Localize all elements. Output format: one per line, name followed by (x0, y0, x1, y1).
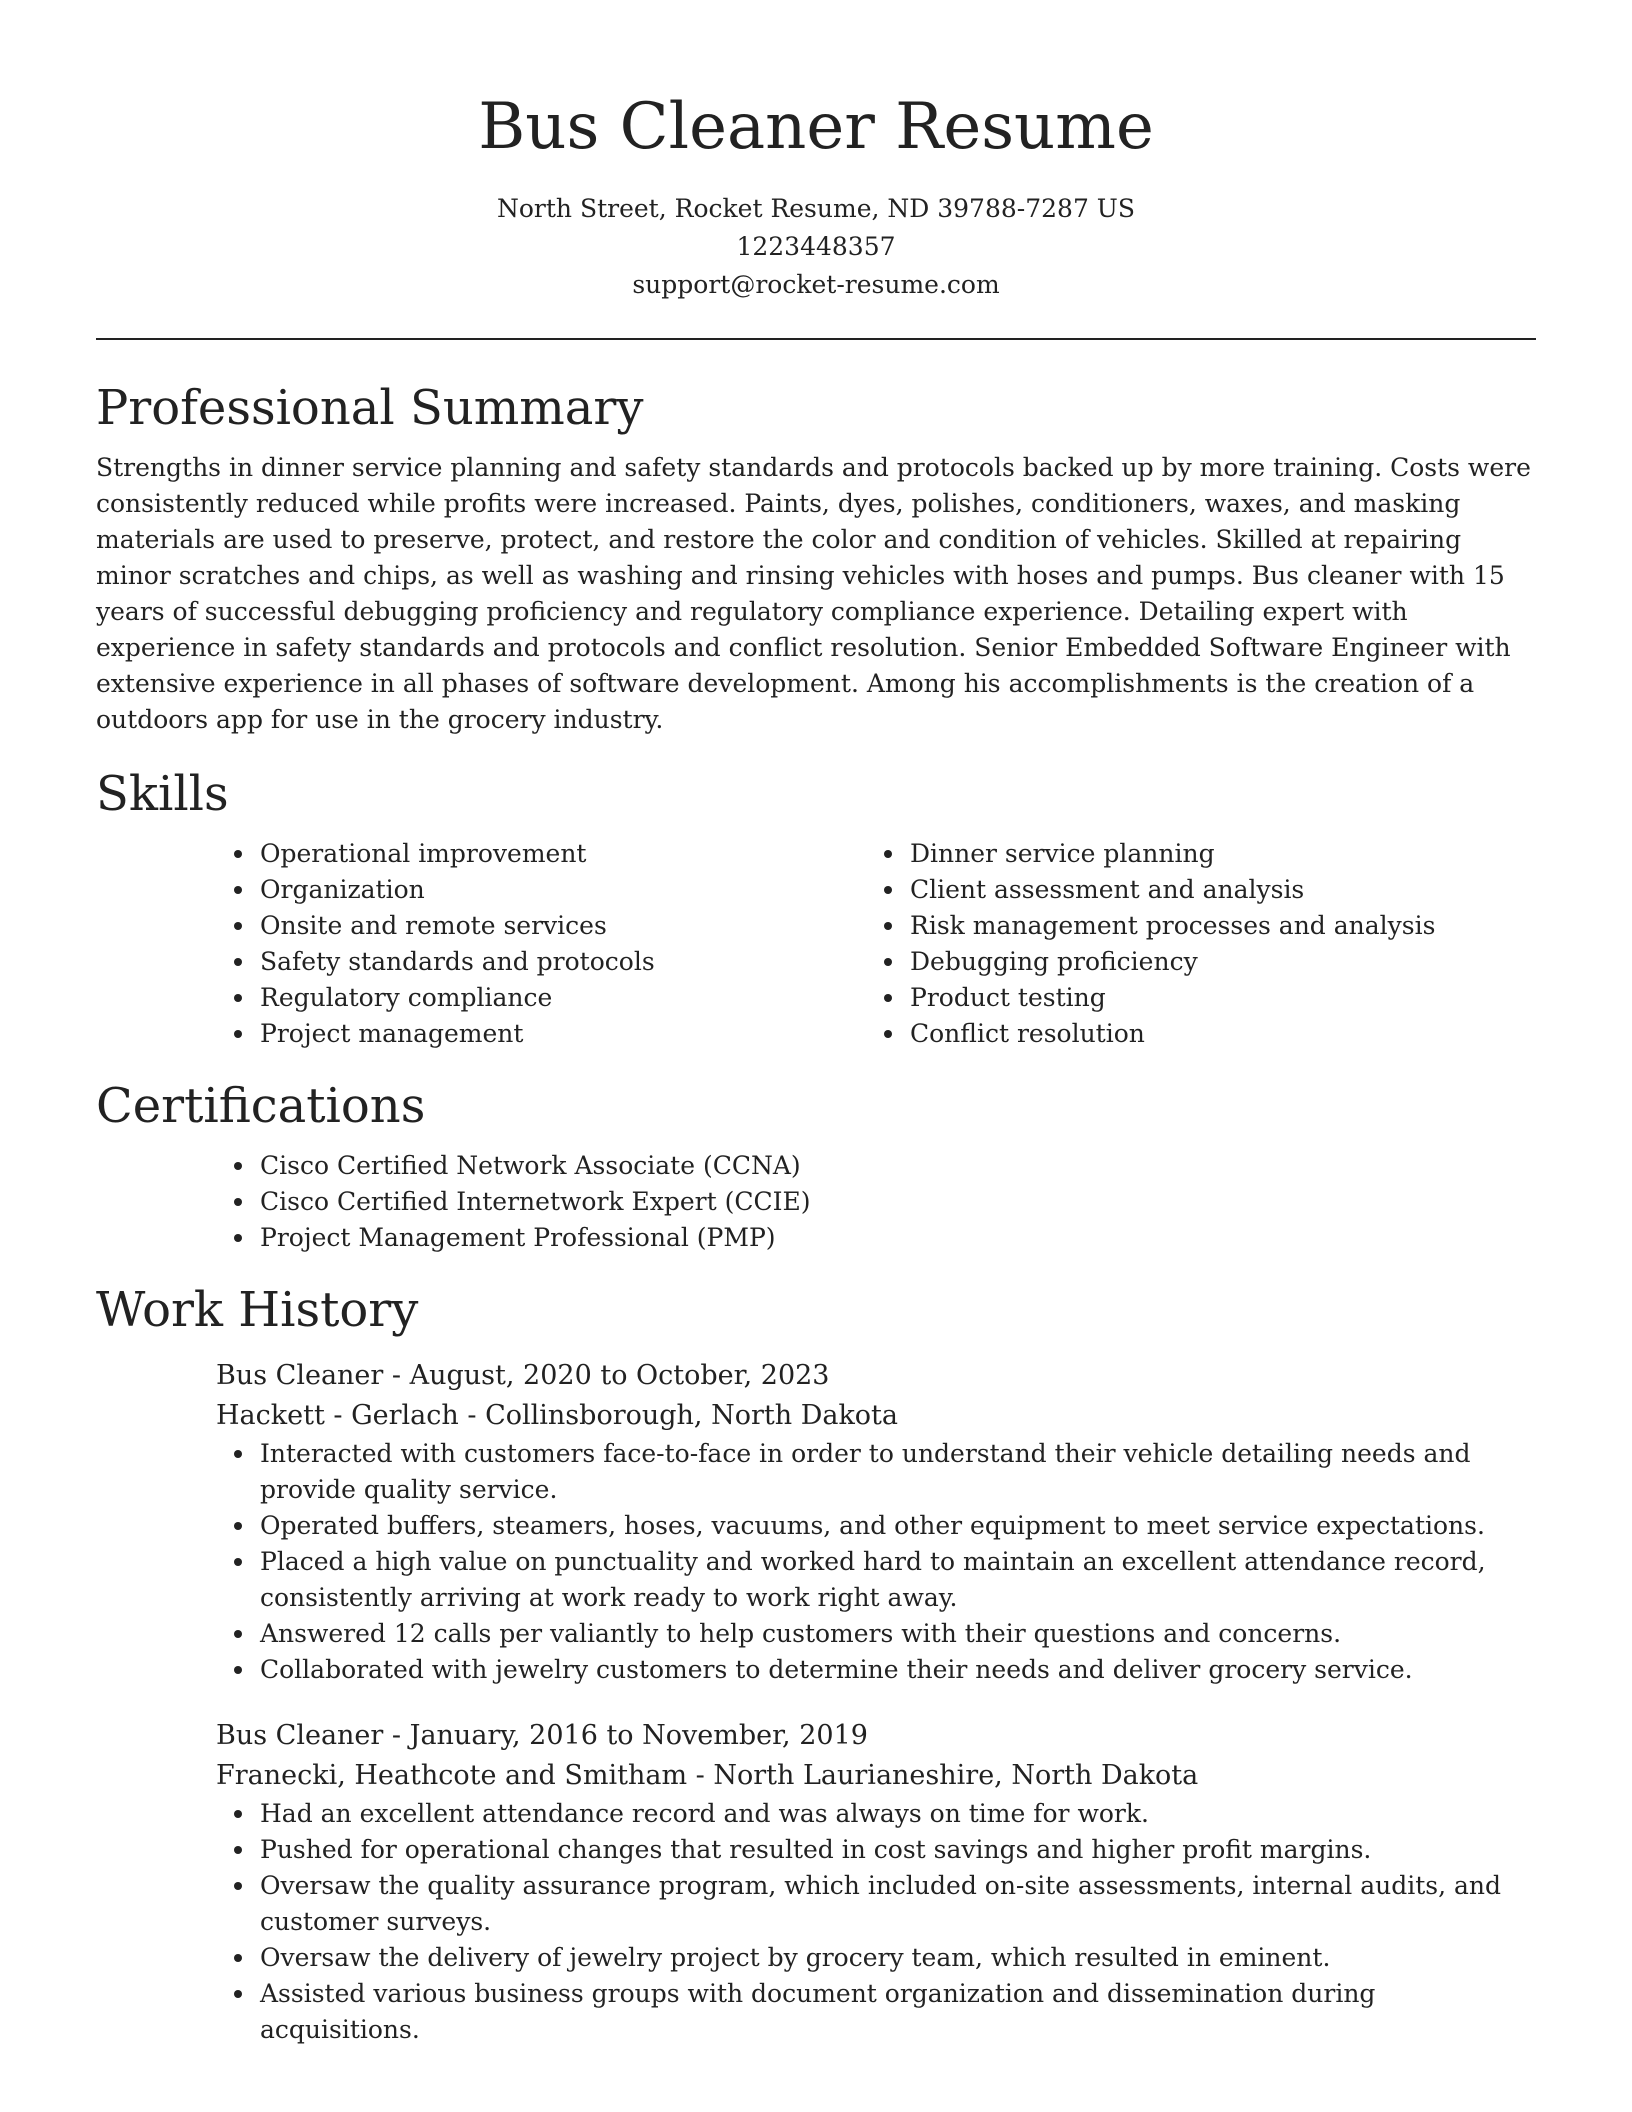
skills-column-right (866, 836, 1516, 1052)
certifications-section (96, 1074, 1536, 1256)
list-item: Client assessment and analysis (910, 872, 1516, 908)
list-item: Operated buffers, steamers, hoses, vacuums, and other equipment to meet service expectations. (260, 1508, 1536, 1544)
resume-header (96, 0, 1536, 304)
section-title-summary: Professional Summary (96, 380, 644, 436)
job-employer: Franecki, Heathcote and Smitham - North Laurianeshire, North Dakota (216, 1760, 1199, 1791)
contact-block (96, 190, 1536, 304)
job-bullets (216, 1796, 1536, 2048)
list-item: Had an excellent attendance record and was always on time for work. (260, 1796, 1536, 1832)
resume-title: Bus Cleaner Resume (478, 90, 1154, 164)
list-item: Product testing (910, 980, 1516, 1016)
job-role: Bus Cleaner (216, 1720, 384, 1751)
list-item: Placed a high value on punctuality and worked hard to maintain an excellent attendance record, consistently arriving at work ready to work right away. (260, 1544, 1536, 1616)
job-company: Franecki, Heathcote and Smitham (216, 1760, 688, 1791)
header-divider (96, 338, 1536, 340)
list-item: Cisco Certified Internetwork Expert (CCIE) (260, 1184, 1536, 1220)
list-item: Safety standards and protocols (260, 944, 866, 980)
list-item: Pushed for operational changes that resulted in cost savings and higher profit margins. (260, 1832, 1536, 1868)
phone-text: 1223448357 (736, 232, 896, 261)
skills-list-right (866, 836, 1516, 1052)
list-item: Onsite and remote services (260, 908, 866, 944)
job-bullets (216, 1436, 1536, 1688)
skills-list-left (216, 836, 866, 1052)
list-item: Debugging proficiency (910, 944, 1516, 980)
job-company: Hackett - Gerlach (216, 1400, 459, 1431)
list-item: Oversaw the delivery of jewelry project by grocery team, which resulted in eminent. (260, 1940, 1536, 1976)
skills-section (96, 762, 1536, 1052)
list-item: Risk management processes and analysis (910, 908, 1516, 944)
list-item: Oversaw the quality assurance program, which included on-site assessments, internal audits, and customer surveys. (260, 1868, 1536, 1940)
list-item: Answered 12 calls per valiantly to help customers with their questions and concerns. (260, 1616, 1536, 1652)
certifications-body (216, 1148, 1536, 1256)
skills-column-left (216, 836, 866, 1052)
job-dates: January, 2016 to November, 2019 (409, 1720, 868, 1751)
summary-section (96, 376, 1536, 738)
list-item: Organization (260, 872, 866, 908)
list-item: Assisted various business groups with document organization and dissemination during acquisitions. (260, 1976, 1536, 2048)
list-item: Conflict resolution (910, 1016, 1516, 1052)
list-item: Regulatory compliance (260, 980, 866, 1016)
address-text: North Street, Rocket Resume, ND 39788-7287 US (497, 194, 1135, 223)
list-item: Project management (260, 1016, 866, 1052)
section-title-work-history: Work History (96, 1282, 419, 1338)
job-employer: Hackett - Gerlach - Collinsborough, North Dakota (216, 1400, 899, 1431)
section-title-certifications: Certifications (96, 1078, 426, 1134)
email-text: support@rocket-resume.com (632, 270, 1000, 299)
job-role: Bus Cleaner (216, 1360, 384, 1391)
section-title-skills: Skills (96, 766, 229, 822)
list-item: Operational improvement (260, 836, 866, 872)
certifications-list (216, 1148, 1536, 1256)
list-item: Project Management Professional (PMP) (260, 1220, 1536, 1256)
job-dates: August, 2020 to October, 2023 (409, 1360, 830, 1391)
skills-grid (216, 836, 1536, 1052)
job-heading: Bus Cleaner - August, 2020 to October, 2023 (216, 1360, 830, 1391)
resume-page (96, 0, 1536, 2048)
list-item: Dinner service planning (910, 836, 1516, 872)
work-history-section (96, 1278, 1536, 2048)
job-entry (216, 1356, 1536, 1688)
list-item: Collaborated with jewelry customers to determine their needs and deliver grocery service. (260, 1652, 1536, 1688)
job-entry (216, 1716, 1536, 2048)
summary-text: Strengths in dinner service planning and safety standards and protocols backed up by more training. Costs were consistently reduced while profits were increased. Paints, dyes, polishes, conditioners, waxes, and masking materials are used to preserve, protect, and restore the color and condition of vehicles. Skilled at repairing minor scratches and chips, as well as washing and rinsing vehicles with hoses and pumps. Bus cleaner with 15 years of successful debugging proficiency and regulatory compliance experience. Detailing expert with experience in safety standards and protocols and conflict resolution. Senior Embedded Software Engineer with extensive experience in all phases of software development. Among his accomplishments is the creation of a outdoors app for use in the grocery industry. (96, 453, 1531, 734)
list-item: Cisco Certified Network Associate (CCNA) (260, 1148, 1536, 1184)
job-location: Collinsborough, North Dakota (485, 1400, 899, 1431)
job-heading: Bus Cleaner - January, 2016 to November, 2019 (216, 1720, 868, 1751)
job-location: North Laurianeshire, North Dakota (713, 1760, 1199, 1791)
list-item: Interacted with customers face-to-face in order to understand their vehicle detailing needs and provide quality service. (260, 1436, 1536, 1508)
